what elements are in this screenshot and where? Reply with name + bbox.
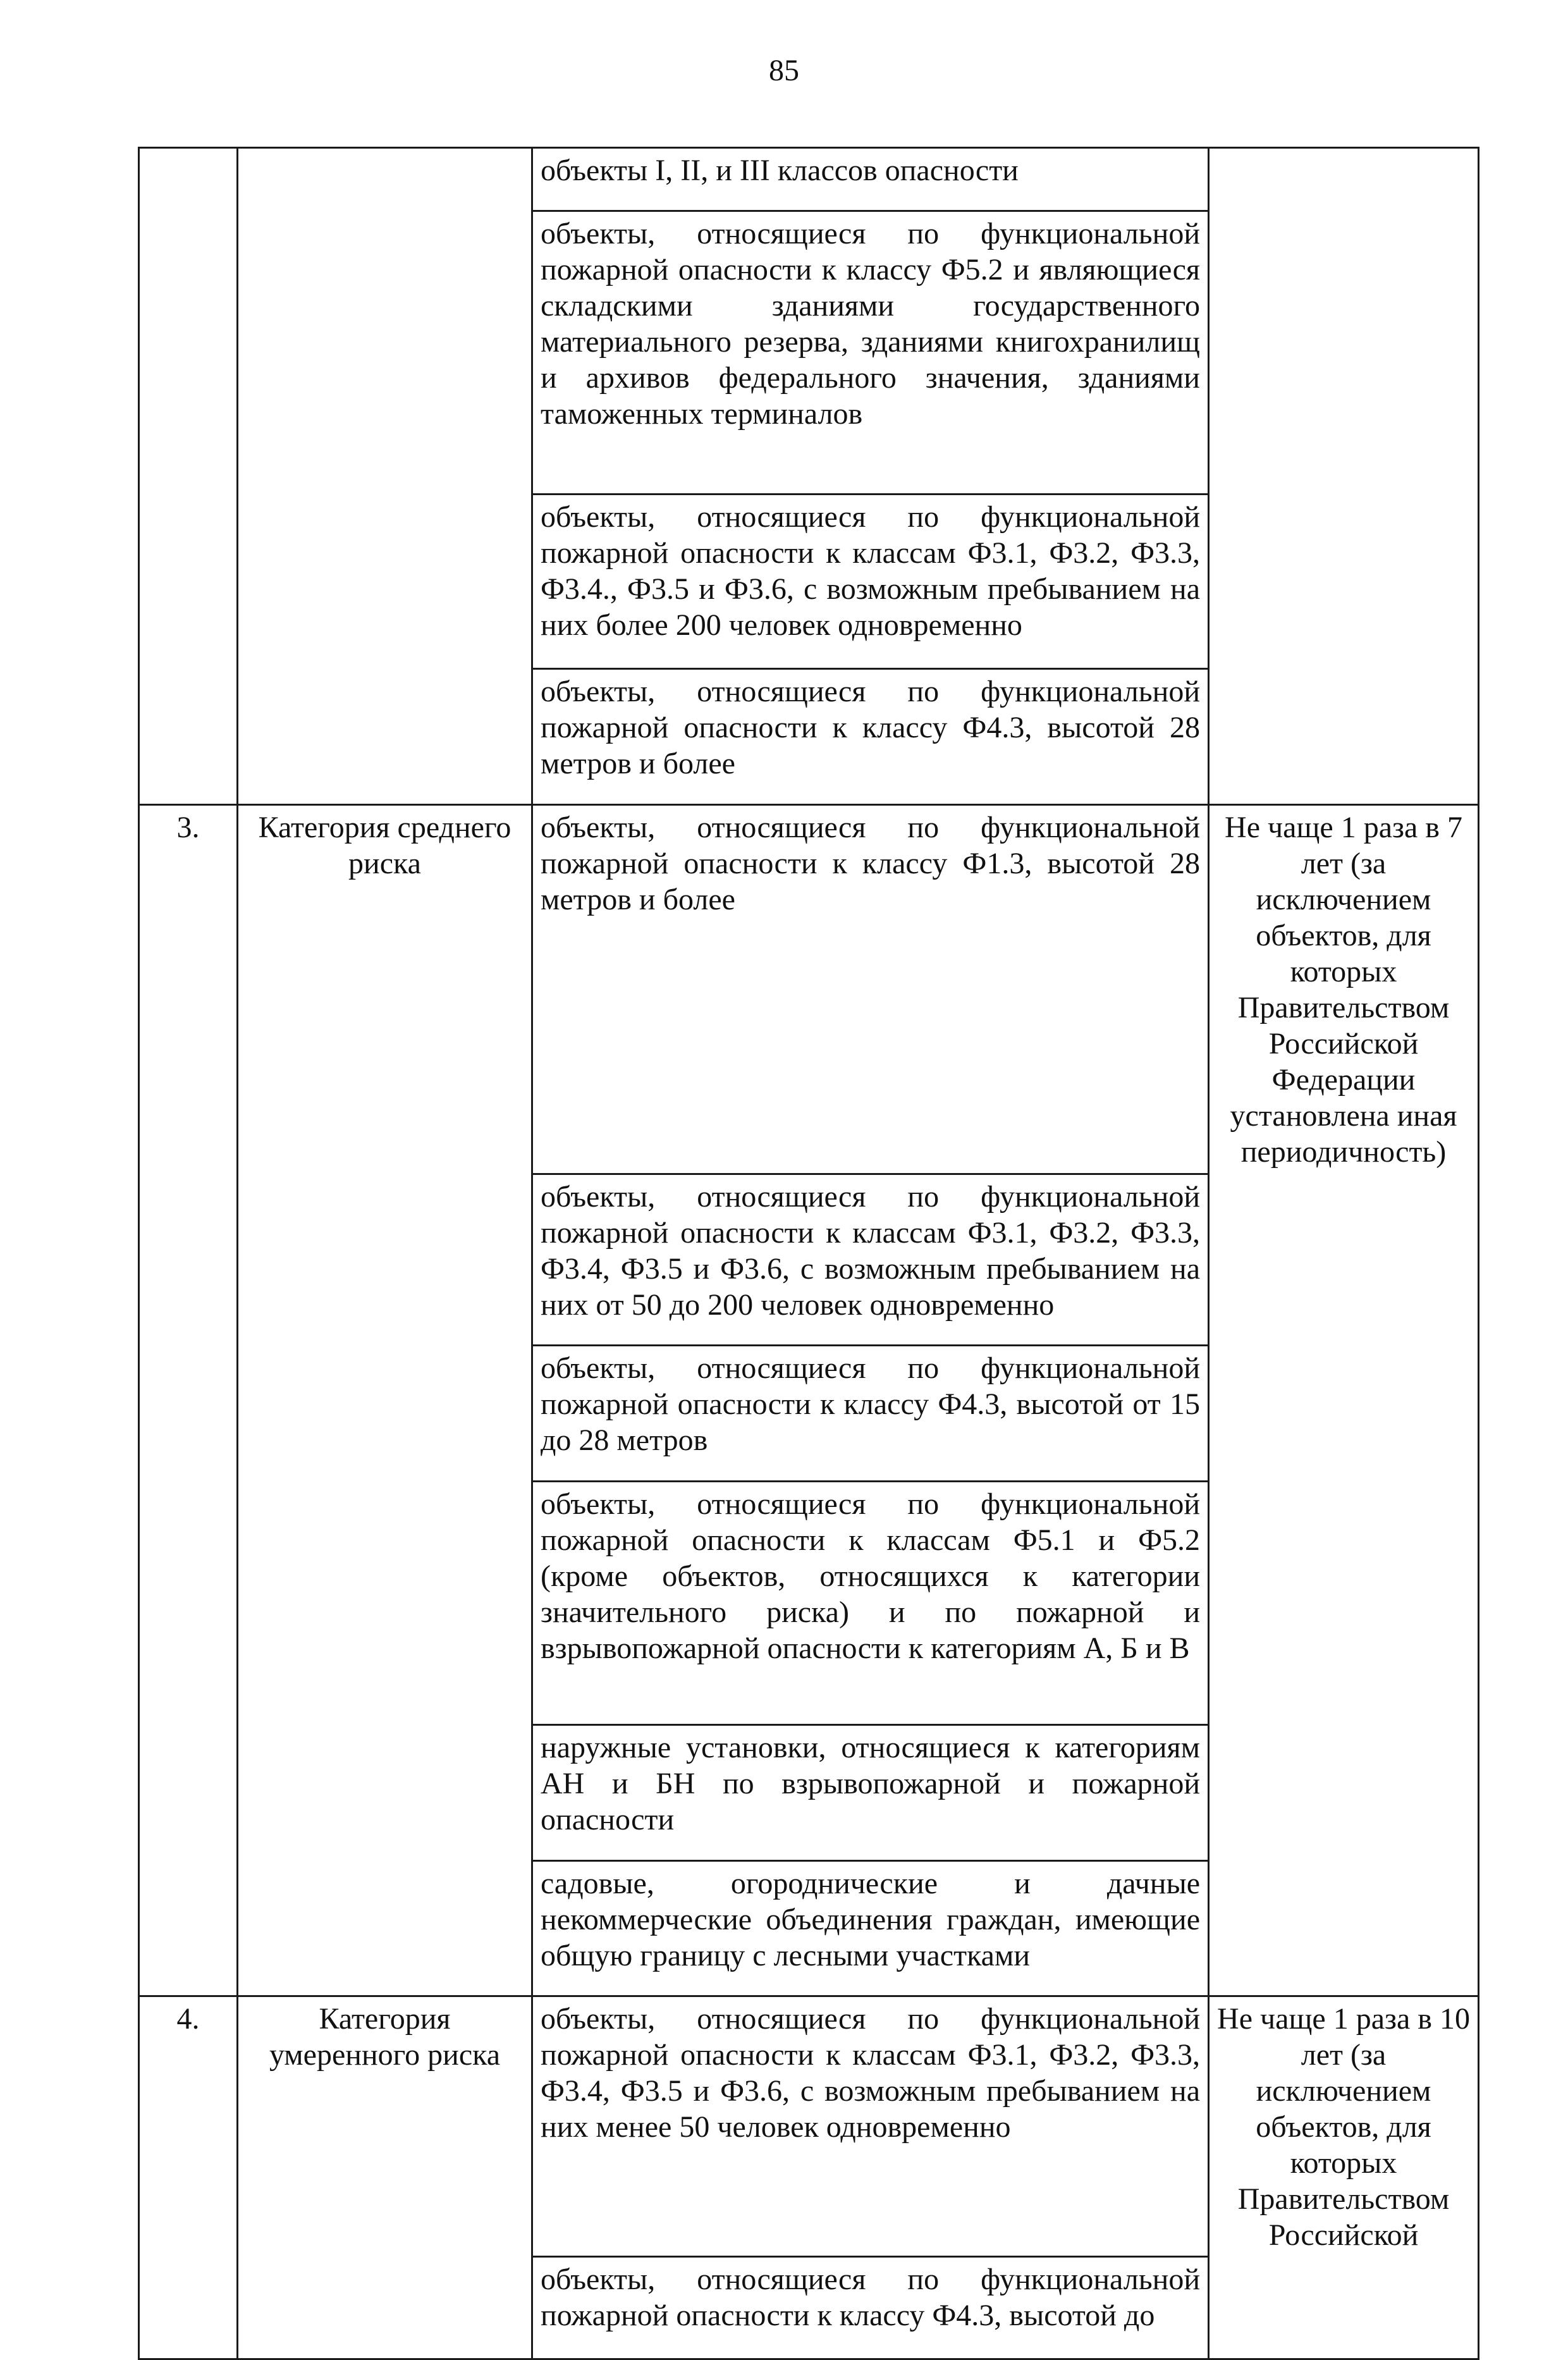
object-description: объекты, относящиеся по функциональной пожарной опасности к классу Ф5.2 и являющиеся складскими зданиями государственного материального резерва, зданиями книгохранилищ и архивов федерального значения, зданиями таможенных терминалов xyxy=(532,211,1209,495)
risk-category-table xyxy=(138,147,1479,2360)
inspection-periodicity: Не чаще 1 раза в 10 лет (за исключением объектов, для которых Правительством Российской xyxy=(1209,1996,1479,2257)
object-description: объекты, относящиеся по функциональной пожарной опасности к классу Ф4.3, высотой от 15 до 28 метров xyxy=(532,1345,1209,1481)
object-description: объекты, относящиеся по функциональной пожарной опасности к классам Ф5.1 и Ф5.2 (кроме объектов, относящихся к категории значительного риска) и по пожарной и взрывопожарной опасности к категориям А, Б и В xyxy=(532,1481,1209,1724)
object-description: объекты, относящиеся по функциональной пожарной опасности к классу Ф4.3, высотой 28 метров и более xyxy=(532,669,1209,805)
object-description: объекты, относящиеся по функциональной пожарной опасности к классам Ф3.1, Ф3.2, Ф3.3, Ф3.4, Ф3.5 и Ф3.6, с возможным пребыванием на них от 50 до 200 человек одновременно xyxy=(532,1174,1209,1345)
object-description: объекты, относящиеся по функциональной пожарной опасности к классу Ф1.3, высотой 28 метров и более xyxy=(532,805,1209,1174)
page-number: 85 xyxy=(769,54,799,87)
object-description: садовые, огороднические и дачные некоммерческие объединения граждан, имеющие общую границу с лесными участками xyxy=(532,1860,1209,1996)
risk-category xyxy=(238,148,532,211)
object-description: объекты I, II, и III классов опасности xyxy=(532,148,1209,211)
risk-category: Категория среднего риска xyxy=(238,805,532,1174)
object-description: объекты, относящиеся по функциональной пожарной опасности к классам Ф3.1, Ф3.2, Ф3.3, Ф3.4., Ф3.5 и Ф3.6, с возможным пребыванием на них более 200 человек одновременно xyxy=(532,495,1209,669)
inspection-periodicity xyxy=(1209,148,1479,211)
object-description: объекты, относящиеся по функциональной пожарной опасности к классам Ф3.1, Ф3.2, Ф3.3, Ф3.4, Ф3.5 и Ф3.6, с возможным пребыванием на них менее 50 человек одновременно xyxy=(532,1996,1209,2257)
object-description: наружные установки, относящиеся к категориям АН и БН по взрывопожарной и пожарной опасности xyxy=(532,1724,1209,1860)
risk-category: Категория умеренного риска xyxy=(238,1996,532,2257)
row-number: 4. xyxy=(139,1996,238,2257)
row-number xyxy=(139,148,238,211)
inspection-periodicity: Не чаще 1 раза в 7 лет (за исключением объектов, для которых Правительством Российской Федерации установлена иная периодичность) xyxy=(1209,805,1479,1174)
object-description: объекты, относящиеся по функциональной пожарной опасности к классу Ф4.3, высотой до xyxy=(532,2257,1209,2359)
row-number: 3. xyxy=(139,805,238,1174)
